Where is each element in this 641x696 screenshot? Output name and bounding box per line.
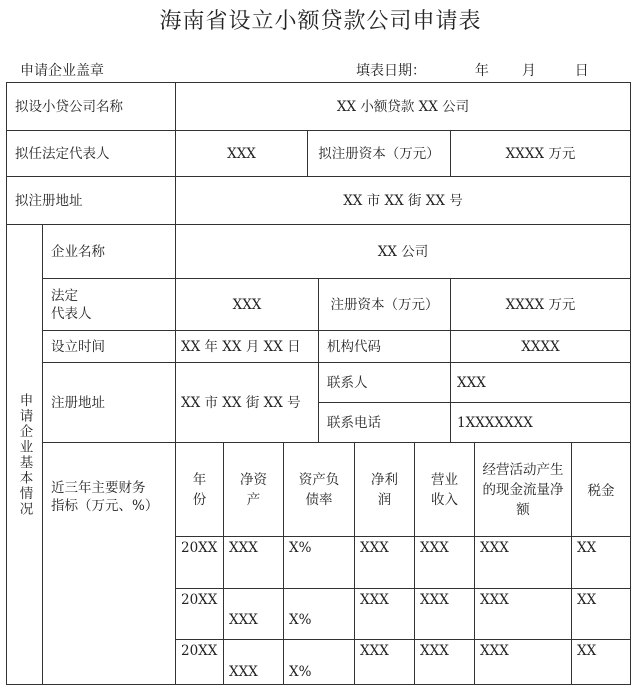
proposed-capital-value: XXXX 万元 [505, 145, 576, 162]
row2-revenue: XXX [420, 592, 449, 608]
col-header-cash-flow: 经营活动产生的现金流量净额 [482, 462, 564, 518]
company-name-value: XX 公司 [377, 243, 429, 260]
org-code-value: XXXX [521, 338, 560, 355]
row3-revenue: XXX [420, 643, 449, 659]
row2-year: 20XX [181, 592, 218, 608]
address-value: XX 市 XX 街 XX 号 [181, 394, 301, 411]
applicant-section-label: 申请企业基本情况 [16, 392, 33, 517]
row1-net-profit: XXX [360, 540, 389, 556]
established-label: 设立时间 [51, 338, 105, 355]
year-label: 年 [474, 63, 489, 79]
row2-debt-ratio: X% [289, 612, 312, 628]
established-value: XX 年 XX 月 XX 日 [181, 338, 301, 355]
phone-value: 1XXXXXXX [457, 414, 533, 431]
proposed-legal-rep-label: 拟任法定代表人 [15, 145, 110, 162]
proposed-name-value: XX 小额贷款 XX 公司 [336, 98, 470, 115]
contact-value: XXX [457, 374, 486, 391]
row2-cash-flow: XXX [480, 592, 509, 608]
row2-net-assets: XXX [229, 612, 258, 628]
row1-revenue: XXX [420, 540, 449, 556]
legal-rep-value: XXX [232, 296, 262, 313]
capital-value: XXXX 万元 [505, 296, 576, 313]
col-header-revenue: 营业收入 [431, 472, 458, 508]
contact-label: 联系人 [327, 374, 368, 391]
row3-net-assets: XXX [229, 664, 258, 680]
row3-tax: XX [577, 643, 597, 659]
phone-label: 联系电话 [327, 414, 381, 431]
financials-label-line1: 近三年主要财务 [51, 480, 146, 496]
col-header-year: 年份 [192, 472, 207, 508]
row1-year: 20XX [181, 540, 218, 556]
legal-rep-label [43, 279, 175, 330]
row1-tax: XX [577, 540, 597, 556]
col-header-net-assets: 净资产 [240, 472, 267, 508]
row3-net-profit: XXX [360, 643, 389, 659]
proposed-address-label: 拟注册地址 [15, 192, 83, 209]
col-header-debt-ratio: 资产负债率 [298, 472, 340, 508]
capital-label: 注册资本（万元） [330, 296, 439, 313]
proposed-address-value: XX 市 XX 街 XX 号 [343, 192, 463, 209]
financials-label [43, 443, 175, 685]
row3-year: 20XX [181, 643, 218, 659]
col-header-net-profit: 净利润 [371, 472, 398, 508]
seal-label: 申请企业盖章 [20, 63, 104, 79]
day-label: 日 [574, 63, 589, 79]
row1-debt-ratio: X% [289, 540, 312, 556]
row3-debt-ratio: X% [289, 664, 312, 680]
proposed-name-label: 拟设小贷公司名称 [15, 98, 123, 115]
row2-tax: XX [577, 592, 597, 608]
col-header-tax: 税金 [587, 483, 615, 499]
row1-cash-flow: XXX [480, 540, 509, 556]
address-label: 注册地址 [51, 394, 105, 411]
financials-label-line2: 指标（万元、%） [51, 498, 159, 514]
month-label: 月 [521, 63, 536, 79]
date-label: 填表日期： [356, 63, 426, 79]
legal-rep-label-line2: 代表人 [51, 305, 92, 322]
proposed-capital-label: 拟注册资本（万元） [318, 145, 440, 162]
row3-cash-flow: XXX [480, 643, 509, 659]
org-code-label: 机构代码 [327, 338, 381, 355]
legal-rep-label-line1: 法定 [51, 287, 78, 304]
form-title: 海南省设立小额贷款公司申请表 [159, 9, 482, 34]
proposed-legal-rep-value: XXX [227, 145, 256, 162]
row2-net-profit: XXX [360, 592, 389, 608]
row1-net-assets: XXX [229, 540, 258, 556]
company-name-label: 企业名称 [51, 243, 105, 260]
